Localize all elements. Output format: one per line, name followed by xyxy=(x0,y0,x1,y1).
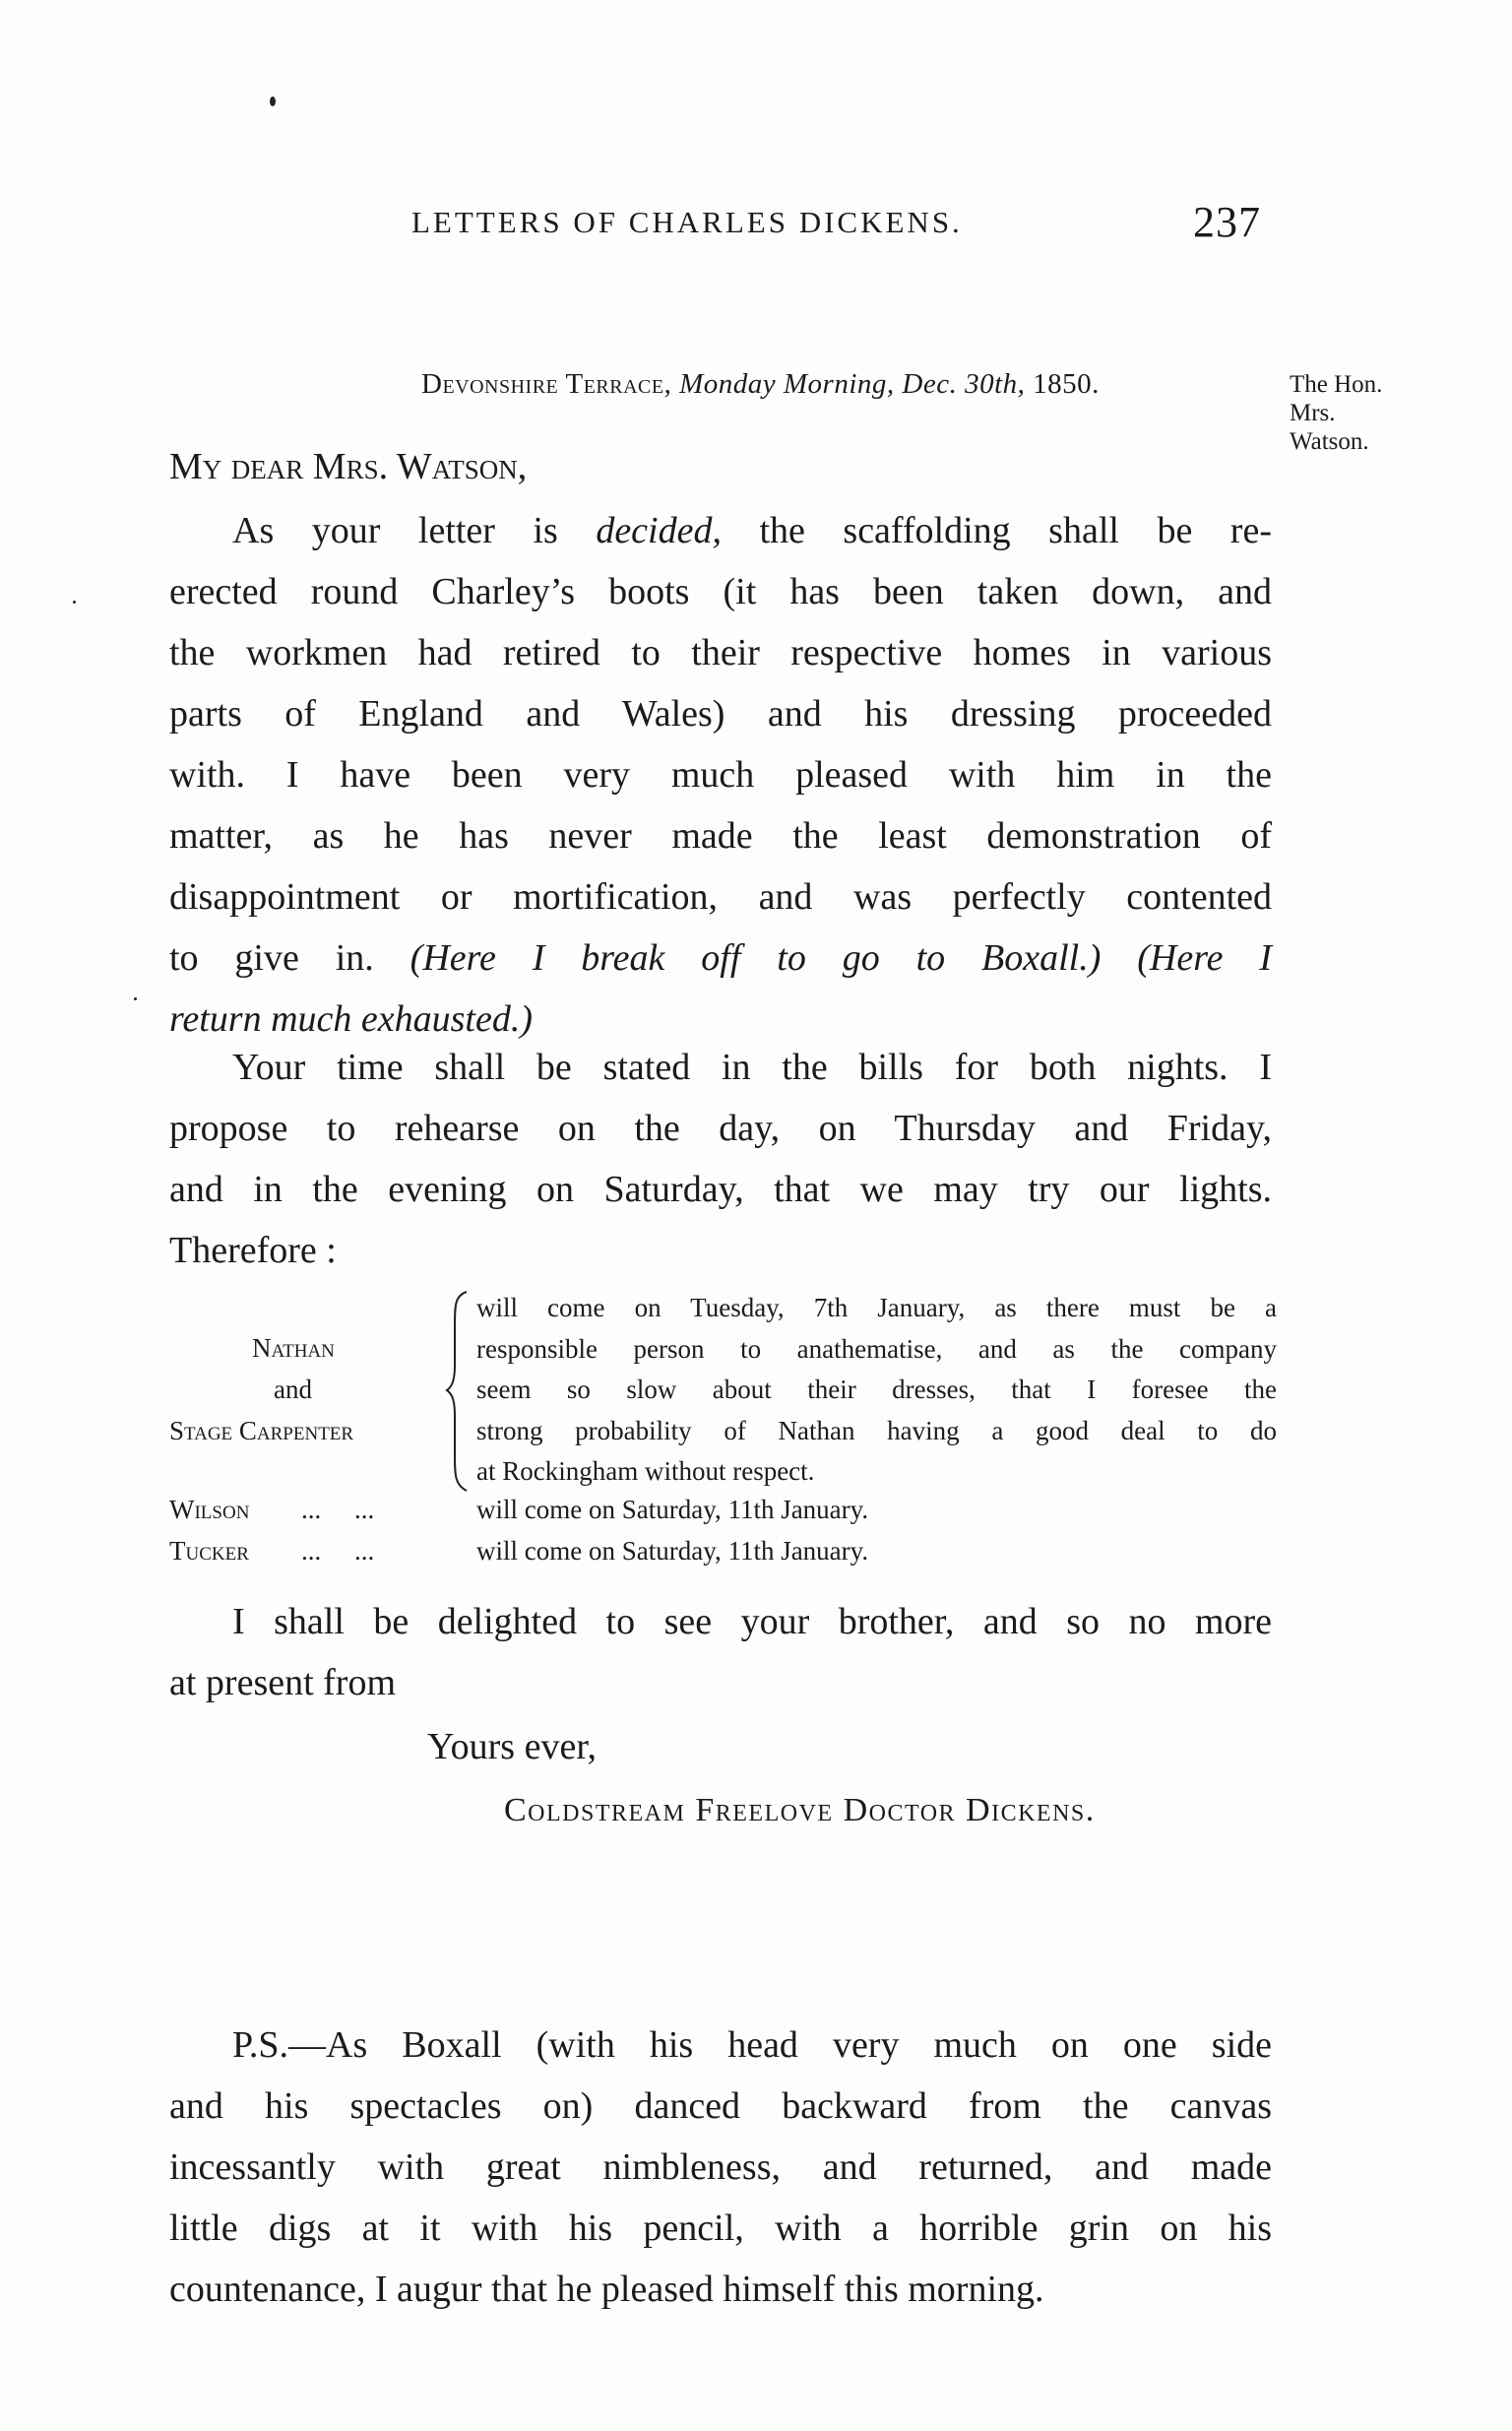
text-line: and his spectacles on) danced backward from the canvas xyxy=(169,2085,1272,2127)
text-line: I shall be delighted to see your brother, and so no more xyxy=(232,1601,1272,1642)
dateline xyxy=(421,368,1100,401)
scan-speck xyxy=(73,601,76,604)
text-line: with. I have been very much pleased with him in the xyxy=(169,754,1272,796)
sidenote-line: Watson. xyxy=(1290,428,1369,455)
text-line: return much exhausted.) xyxy=(169,998,533,1040)
text-line: and in the evening on Saturday, that we may try our lights. xyxy=(169,1169,1272,1210)
sidenote-line: Mrs. xyxy=(1290,400,1336,426)
paragraph-3 xyxy=(169,1591,1272,1713)
cast-row-text: will come on Saturday, 11th January. xyxy=(476,1536,869,1566)
cast-name: Wilson xyxy=(169,1495,250,1524)
text-line: at Rockingham without respect. xyxy=(476,1456,815,1486)
text-line: incessantly with great nimbleness, and returned, and made xyxy=(169,2146,1272,2188)
dateline-date: Dec. 30th, xyxy=(902,368,1026,400)
cast-row-text: will come on Saturday, 11th January. xyxy=(476,1495,869,1524)
text-line: the workmen had retired to their respective homes in various xyxy=(169,632,1272,673)
signature: Coldstream Freelove Doctor Dickens. xyxy=(504,1792,1096,1828)
text-line: seem so slow about their dresses, that I foresee the xyxy=(476,1375,1277,1404)
text-line: erected round Charley’s boots (it has been taken down, and xyxy=(169,571,1272,612)
text-line: to give in. (Here I break off to go to Boxall.) (Here I xyxy=(169,937,1272,979)
text-line: propose to rehearse on the day, on Thursday and Friday, xyxy=(169,1108,1272,1149)
brace-icon xyxy=(445,1288,474,1495)
text-line: at present from xyxy=(169,1662,397,1703)
paragraph-2 xyxy=(169,1037,1272,1281)
text-line: parts of England and Wales) and his dressing proceeded xyxy=(169,693,1272,735)
paragraph-1 xyxy=(169,500,1272,1050)
postscript xyxy=(169,2015,1272,2320)
running-head: LETTERS OF CHARLES DICKENS. xyxy=(411,205,963,239)
cast-group-description xyxy=(476,1288,1277,1493)
leader-dots: ... ... xyxy=(301,1536,375,1566)
cast-name: Tucker xyxy=(169,1536,249,1566)
margin-sidenote xyxy=(1290,370,1423,456)
text-line: Your time shall be stated in the bills for both nights. I xyxy=(232,1047,1272,1088)
text-line: will come on Tuesday, 7th January, as there must be a xyxy=(476,1293,1277,1322)
sidenote-line: The Hon. xyxy=(1290,371,1383,398)
closing: Yours ever, xyxy=(427,1726,597,1767)
text-line: disappointment or mortification, and was perfectly contented xyxy=(169,876,1272,918)
page-number: 237 xyxy=(1193,198,1261,246)
dateline-day: Monday Morning, xyxy=(679,368,895,400)
leader-dots: ... ... xyxy=(301,1495,375,1524)
text-line: As your letter is decided, the scaffolding shall be re- xyxy=(232,510,1272,551)
text-line: Therefore : xyxy=(169,1230,337,1271)
text-line: little digs at it with his pencil, with a horrible grin on his xyxy=(169,2207,1272,2249)
text-line: strong probability of Nathan having a good deal to do xyxy=(476,1415,1277,1445)
dateline-year: 1850. xyxy=(1033,368,1100,400)
cast-and: and xyxy=(274,1375,312,1404)
text-line: countenance, I augur that he pleased himself this morning. xyxy=(169,2269,1044,2310)
text-line: responsible person to anathematise, and as the company xyxy=(476,1333,1277,1364)
dateline-place: Devonshire Terrace, xyxy=(421,368,672,400)
salutation: My dear Mrs. Watson, xyxy=(169,446,528,487)
scan-speck xyxy=(270,96,276,106)
text-line: P.S.—As Boxall (with his head very much on one side xyxy=(232,2024,1272,2066)
text-line: matter, as he has never made the least demonstration of xyxy=(169,815,1272,857)
scan-speck xyxy=(134,997,137,1000)
cast-name: Stage Carpenter xyxy=(169,1416,354,1445)
cast-name: Nathan xyxy=(252,1333,335,1363)
